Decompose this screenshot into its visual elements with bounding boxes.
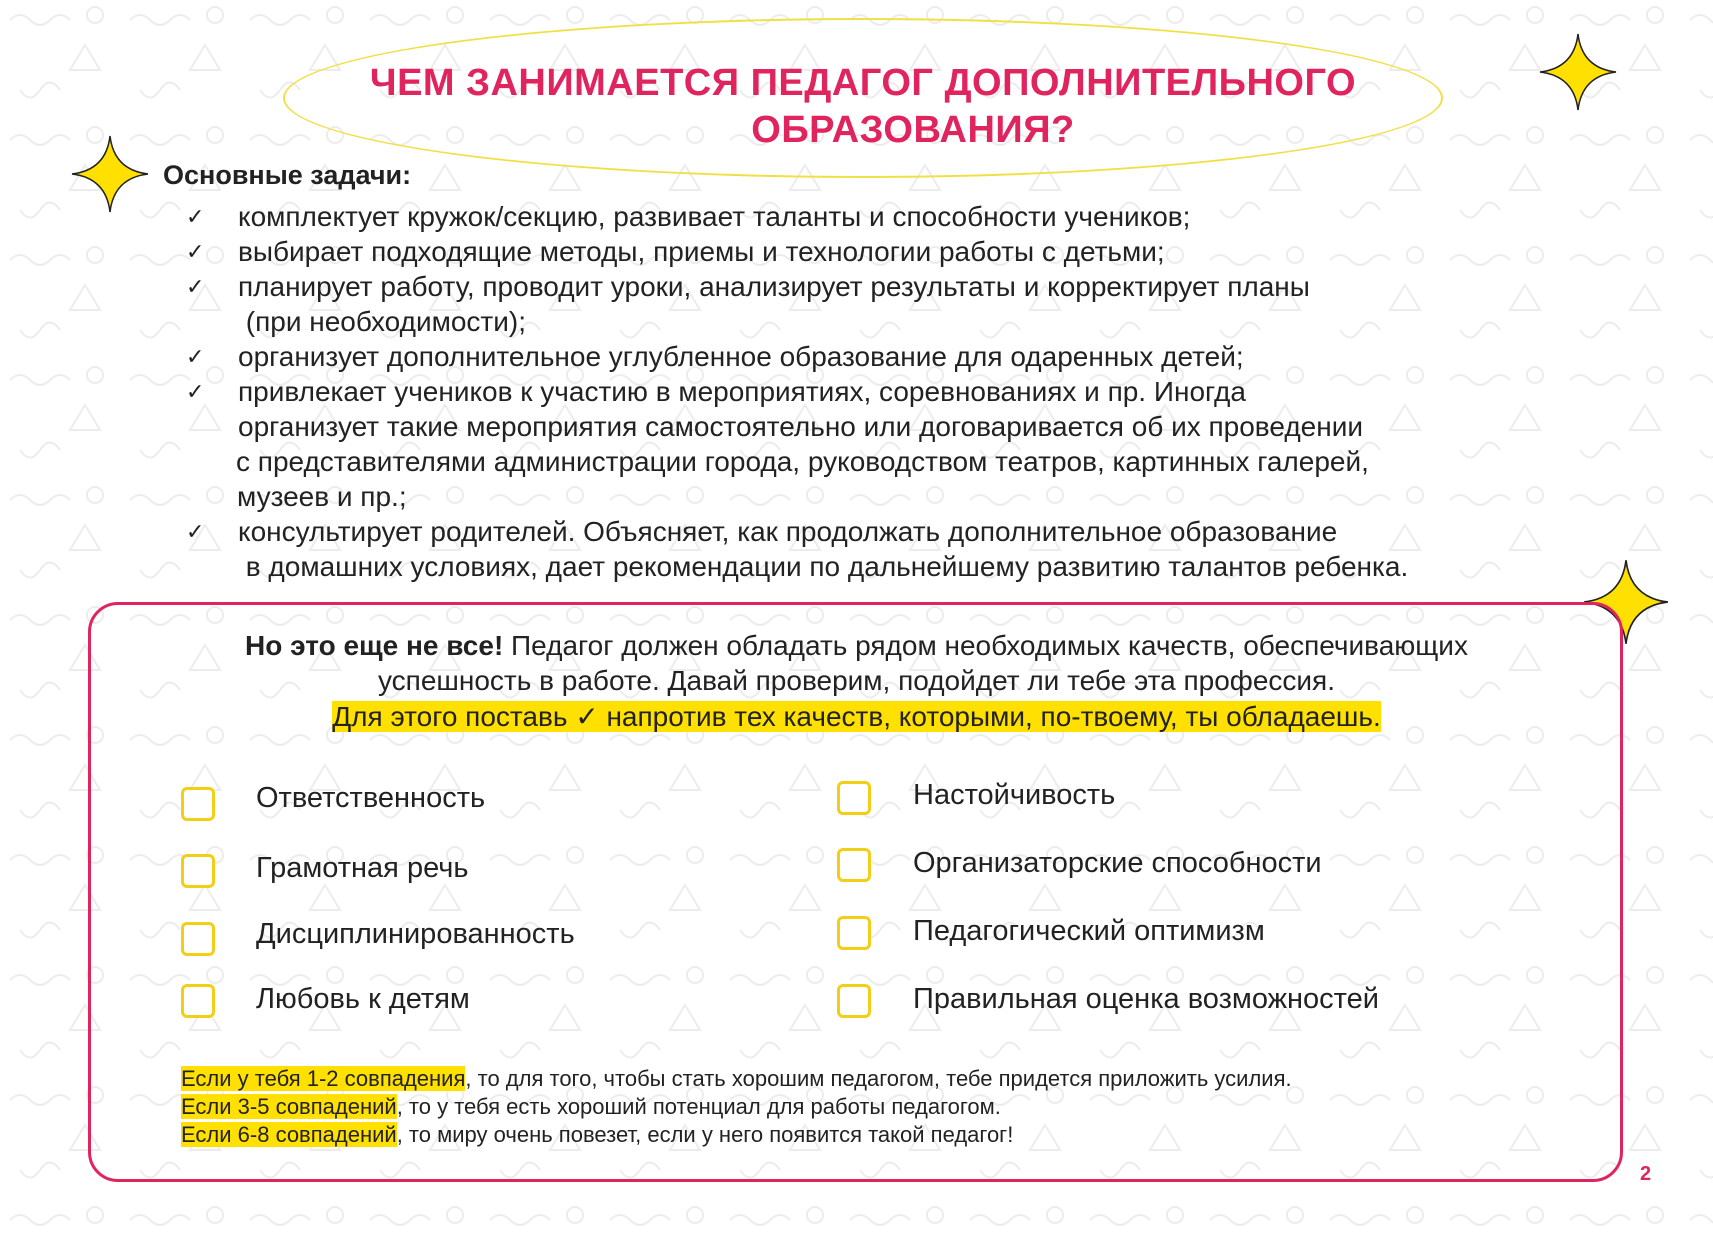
checkmark-icon: ✓ xyxy=(186,344,205,369)
quality-label: Ответственность xyxy=(256,782,486,814)
sparkle-star-icon xyxy=(1538,32,1618,112)
checkmark-icon: ✓ xyxy=(186,239,205,264)
title-line-1: ЧЕМ ЗАНИМАЕТСЯ ПЕДАГОГ ДОПОЛНИТЕЛЬНОГО xyxy=(369,62,1357,104)
quality-label: Дисциплинированность xyxy=(256,918,575,950)
result-line: Если у тебя 1-2 совпадения, то для того, чтобы стать хорошим педагогом, тебе придется приложить усилия. xyxy=(181,1066,1292,1091)
quality-label: Организаторские способности xyxy=(913,847,1322,879)
quality-label: Грамотная речь xyxy=(256,852,469,884)
page-number: 2 xyxy=(1640,1163,1652,1185)
quality-label: Настойчивость xyxy=(913,779,1116,811)
checkmark-icon: ✓ xyxy=(186,274,205,299)
instruction-highlight: Для этого поставь ✓ напротив тех качеств, которыми, по-твоему, ты обладаешь. xyxy=(332,701,1381,732)
tasks-heading: Основные задачи: xyxy=(163,160,412,190)
result-line: Если 6-8 совпадений, то миру очень повезет, если у него появится такой педагог! xyxy=(181,1122,1014,1147)
title-line-2: ОБРАЗОВАНИЯ? xyxy=(751,109,1075,151)
quality-checkbox[interactable] xyxy=(181,922,215,956)
intro-line-1: Но это еще не все! Педагог должен обладать рядом необходимых качеств, обеспечивающих xyxy=(245,630,1468,661)
intro-bold: Но это еще не все! xyxy=(245,630,504,661)
intro-line-3 xyxy=(100,700,1613,734)
quality-checkbox[interactable] xyxy=(181,984,215,1018)
intro-line-2: успешность в работе. Давай проверим, подойдет ли тебе эта профессия. xyxy=(378,665,1335,696)
quality-checkbox[interactable] xyxy=(837,984,871,1018)
checkmark-icon: ✓ xyxy=(186,519,205,544)
checkmark-icon: ✓ xyxy=(186,379,205,404)
quality-label: Любовь к детям xyxy=(256,983,470,1015)
result-line: Если 3-5 совпадений, то у тебя есть хороший потенциал для работы педагогом. xyxy=(181,1094,1001,1119)
page-title xyxy=(283,60,1443,154)
quality-label: Правильная оценка возможностей xyxy=(913,983,1379,1015)
quality-checkbox[interactable] xyxy=(181,787,215,821)
quality-label: Педагогический оптимизм xyxy=(913,915,1265,947)
checkmark-icon: ✓ xyxy=(186,204,205,229)
quality-checkbox[interactable] xyxy=(837,781,871,815)
quality-checkbox[interactable] xyxy=(181,854,215,888)
quality-checkbox[interactable] xyxy=(837,848,871,882)
sparkle-star-icon xyxy=(70,134,150,214)
quality-checkbox[interactable] xyxy=(837,916,871,950)
